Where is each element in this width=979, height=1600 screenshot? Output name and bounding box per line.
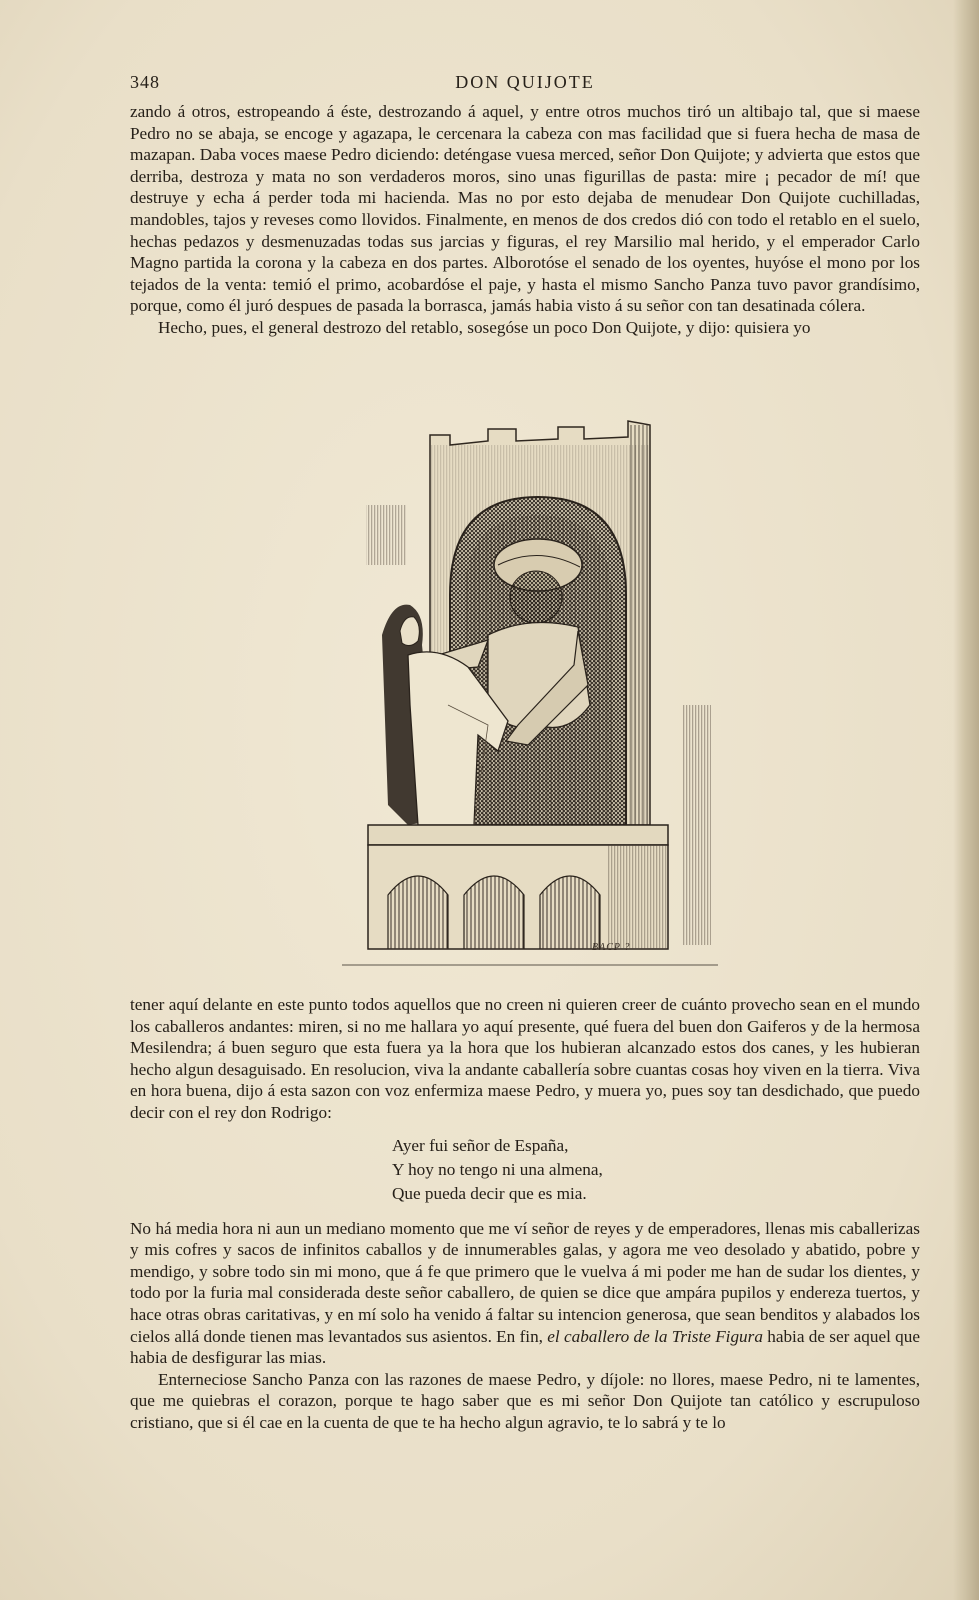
verse-line: Ayer fui señor de España, bbox=[392, 1135, 569, 1155]
paragraph-caballeros-andantes: tener aquí delante en este punto todos aquellos que no creen ni quieren creer de cuánto provecho sean en el mundo los caballeros andantes: miren, si no me hallara yo aquí presente, qué fuera del buen don Gaiferos y de la hermosa Mesilendra; á buen seguro que esta fuera ya la hora que los hubieran alcanzado estos dos canes, y les hubieran hecho algun desaguisado. En resolucion, viva la andante caballería sobre cuantas cosas hoy viven en la tierra. Viva en hora buena, dijo á esta sazon con voz enfermiza maese Pedro, y muera yo, pues soy tan desdichado, que puedo decir con el rey don Rodrigo: bbox=[130, 995, 920, 1122]
page-header bbox=[130, 72, 920, 96]
verse-line: Y hoy no tengo ni una almena, bbox=[392, 1159, 603, 1179]
verse-quote bbox=[392, 1134, 920, 1206]
running-title: DON QUIJOTE bbox=[455, 72, 595, 92]
tower-rescue-engraving bbox=[338, 405, 724, 975]
page-spine-shadow bbox=[953, 0, 979, 1600]
paragraph-intro-speech: Hecho, pues, el general destrozo del retablo, sosegóse un poco Don Quijote, y dijo: quisiera yo bbox=[158, 317, 811, 337]
paragraph-sancho-reply: Enterneciose Sancho Panza con las razones de maese Pedro, y díjole: no llores, maese Pedro, ni te lamentes, que me quiebras el corazon, porque te hago saber que es mi señor Don Quijote tan católico y escrupuloso cristiano, que si él cae en la cuenta de que te ha hecho algun agravio, te lo sabrá y te lo bbox=[130, 1369, 920, 1432]
top-text-block bbox=[130, 101, 920, 339]
verse-line: Que pueda decir que es mia. bbox=[392, 1183, 587, 1203]
bottom-text-block bbox=[130, 994, 920, 1434]
engraver-signature: BACP ? bbox=[592, 942, 631, 953]
triste-figura-italic: el caballero de la Triste Figura bbox=[547, 1326, 763, 1346]
paragraph-continued: zando á otros, estropeando á éste, destrozando á aquel, y entre otros muchos tiró un altibajo tal, que si maese Pedro no se abaja, se encoge y agazapa, le cercenara la cabeza con mas facilidad que si fuera hecha de masa de mazapan. Daba voces maese Pedro diciendo: deténgase vuesa merced, señor Don Quijote; y advierta que estos que derriba, destroza y mata no son verdaderos moros, sino unas figurillas de pasta: mire ¡ pecador de mí! que destruye y echa á perder toda mi hacienda. Mas no por esto dejaba de menudear Don Quijote cuchilladas, mandobles, tajos y reveses como llovidos. Finalmente, en menos de dos credos dió con todo el retablo en el suelo, hechas pedazos y desmenuzadas todas sus jarcias y figuras, el rey Marsilio mal herido, y el emperador Carlo Magno partida la corona y la cabeza en dos partes. Alborotóse el senado de los oyentes, huyóse el mono por los tejados de la venta: temió el primo, acobardóse el paje, y hasta el mismo Sancho Panza tuvo pavor grandísimo, porque, como él juró despues de pasada la borrasca, jamás habia visto á su señor con tan desatinada cólera. bbox=[130, 102, 920, 316]
paragraph-maese-pedro-lament bbox=[130, 1218, 920, 1369]
lament-text-start: No há media hora ni aun un mediano momento que me ví señor de reyes y de emperadores, llenas mis caballerizas y mis cofres y sacos de infinitos caballos y de innumerables galas, y agora me veo desolado y abatido, pobre y mendigo, y sobre todo sin mi mono, que á fe que primero que le vuelva á mi poder me han de sudar los dientes, y todo por la furia mal considerada deste señor caballero, de quien se dice que ampára pupilos y endereza tuertos, y hace otras obras caritativas, y en mí solo ha venido á faltar su intencion generosa, que sean benditos y alabados los cielos allá donde tienen mas levantados sus asientos. En fin, bbox=[130, 1218, 920, 1346]
engraving-illustration bbox=[338, 405, 724, 975]
page-number: 348 bbox=[130, 72, 160, 92]
lament-text-end: habia de ser aquel que habia de desfigurar las mias. bbox=[130, 1326, 920, 1368]
